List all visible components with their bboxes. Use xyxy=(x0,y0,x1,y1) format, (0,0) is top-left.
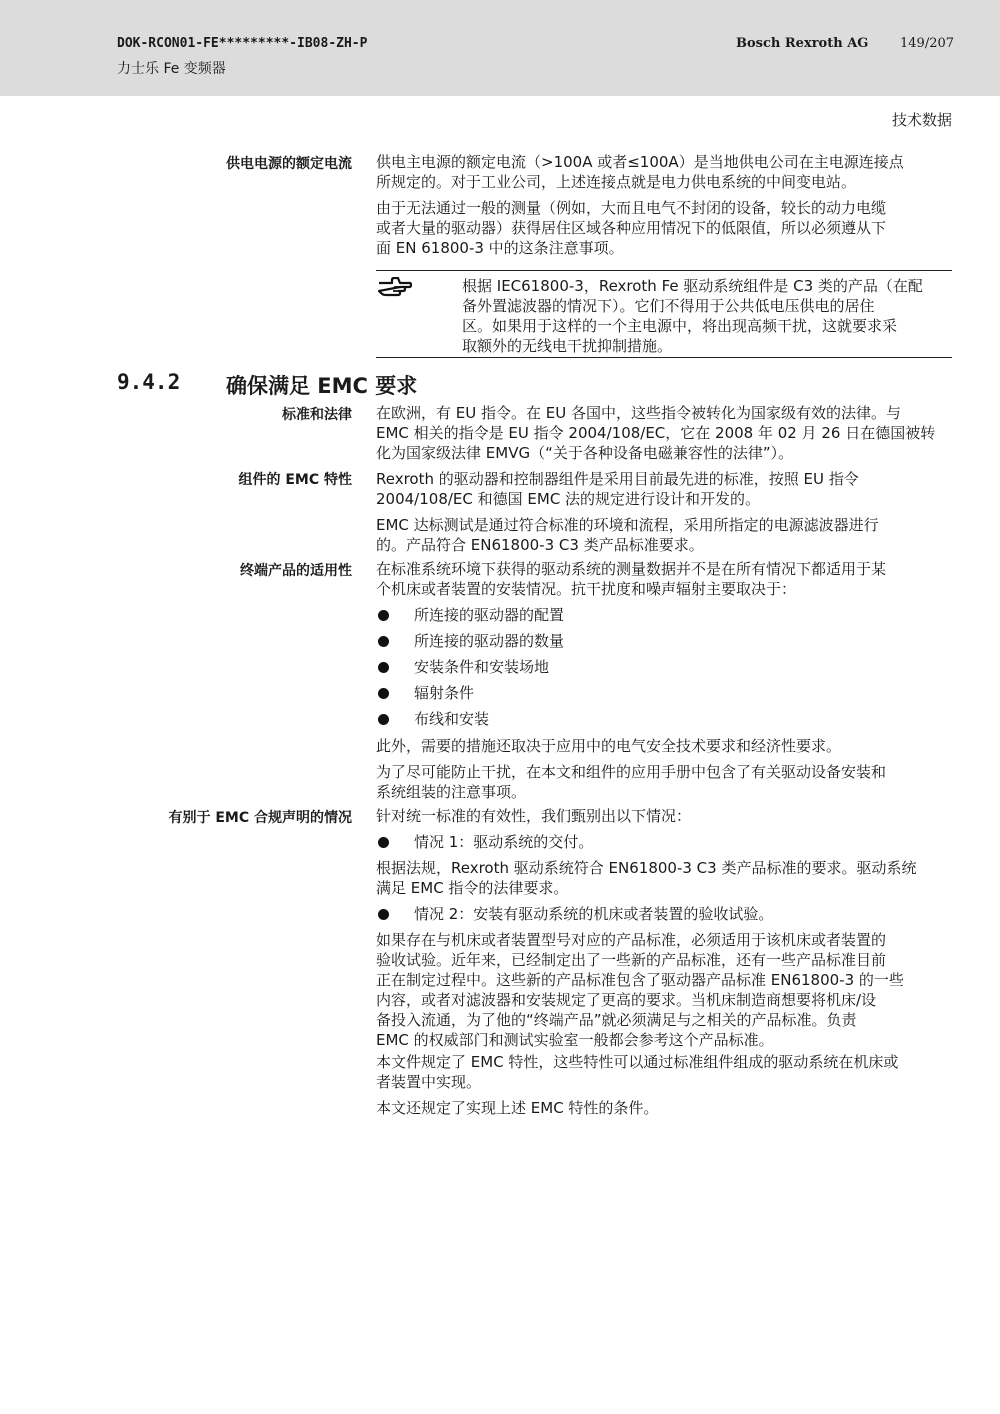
document-code: DOK-RCON01-FE*********-IB08-ZH-P xyxy=(117,36,368,51)
text-line: 备投入流通，为了他的“终端产品”就必须满足与之相关的产品标准。负责 xyxy=(376,1011,857,1029)
paragraph-applicability xyxy=(376,559,952,599)
text-line: 个机床或者装置的安装情况。抗干扰度和噪声辐射主要取决于： xyxy=(376,580,797,598)
text-line: 内容，或者对滤波器和安装规定了更高的要求。当机床制造商想要将机床/设 xyxy=(376,991,877,1009)
section-number: 9.4.2 xyxy=(117,370,181,394)
list-item-text: 辐射条件 xyxy=(414,684,475,702)
text-line: 根据法规，Rexroth 驱动系统符合 EN61800-3 C3 类产品标准的要求。驱动系统 xyxy=(376,859,917,877)
note-bottom-rule xyxy=(376,357,952,358)
paragraph-distinction-intro xyxy=(376,806,952,826)
sidehead-applicability: 终端产品的适用性 xyxy=(240,563,352,579)
text-line: EMC 相关的指令是 EU 指令 2004/108/EC，它在 2008 年 02 月 26 日在德国被转 xyxy=(376,424,936,442)
paragraph-installation-notes xyxy=(376,762,952,802)
list-item xyxy=(376,657,952,677)
text-line: 取额外的无线电干扰抑制措施。 xyxy=(462,337,673,355)
pointing-hand-icon xyxy=(378,277,412,297)
chapter-label: 技术数据 xyxy=(891,111,952,129)
paragraph-component-design xyxy=(376,469,952,509)
list-item-case-2 xyxy=(376,904,952,924)
text-line: 在欧洲，有 EU 指令。在 EU 各国中，这些指令被转化为国家级有效的法律。与 xyxy=(376,404,901,422)
text-line: 区。如果用于这样的一个主电源中，将出现高频干扰，这就要求采 xyxy=(462,317,898,335)
bullet-icon xyxy=(378,610,389,621)
text-line: 满足 EMC 指令的法律要求。 xyxy=(376,879,569,897)
text-line: 化为国家级法律 EMVG（“关于各种设备电磁兼容性的法律”）。 xyxy=(376,444,794,462)
paragraph-case-2 xyxy=(376,930,952,1050)
page-number: 149/207 xyxy=(900,36,955,51)
list-item-text: 所连接的驱动器的数量 xyxy=(414,632,565,650)
list-item xyxy=(376,709,952,729)
bullet-icon xyxy=(378,688,389,699)
text-line: 正在制定过程中。这些新的产品标准包含了驱动器产品标准 EN61800-3 的一些 xyxy=(376,971,904,989)
bullet-icon xyxy=(378,662,389,673)
list-item-case-1 xyxy=(376,832,952,852)
list-item-text: 安装条件和安装场地 xyxy=(414,658,550,676)
text-line: 针对统一标准的有效性，我们甄别出以下情况： xyxy=(376,807,692,825)
company-name: Bosch Rexroth AG xyxy=(736,36,869,51)
note-text xyxy=(462,276,952,356)
text-line: 者装置中实现。 xyxy=(376,1073,482,1091)
list-item-text: 布线和安装 xyxy=(414,710,490,728)
section-title: 确保满足 EMC 要求 xyxy=(226,374,418,398)
page-header xyxy=(0,0,1000,96)
text-line: 为了尽可能防止干扰，在本文和组件的应用手册中包含了有关驱动设备安装和 xyxy=(376,763,887,781)
paragraph-case-1 xyxy=(376,858,952,898)
text-line: 此外，需要的措施还取决于应用中的电气安全技术要求和经济性要求。 xyxy=(376,737,842,755)
text-line: 如果存在与机床或者装置型号对应的产品标准，必须适用于该机床或者装置的 xyxy=(376,931,887,949)
text-line: 供电主电源的额定电流（>100A 或者≤100A）是当地供电公司在主电源连接点 xyxy=(376,153,904,171)
product-name: 力士乐 Fe 变频器 xyxy=(117,61,226,77)
sidehead-component-emc: 组件的 EMC 特性 xyxy=(238,472,352,488)
list-item-text: 所连接的驱动器的配置 xyxy=(414,606,565,624)
bullet-icon xyxy=(378,714,389,725)
paragraph-limit-values xyxy=(376,198,952,258)
list-item xyxy=(376,683,952,703)
text-line: 本文件规定了 EMC 特性，这些特性可以通过标准组件组成的驱动系统在机床或 xyxy=(376,1053,899,1071)
bullet-icon xyxy=(378,909,389,920)
paragraph-conditions xyxy=(376,1098,952,1118)
note-top-rule xyxy=(376,270,952,271)
text-line: 2004/108/EC 和德国 EMC 法的规定进行设计和开发的。 xyxy=(376,490,761,508)
text-line: 面 EN 61800-3 中的这条注意事项。 xyxy=(376,239,624,257)
paragraph-emc-characteristics xyxy=(376,1052,952,1092)
bullet-icon xyxy=(378,837,389,848)
text-line: 在标准系统环境下获得的驱动系统的测量数据并不是在所有情况下都适用于某 xyxy=(376,560,887,578)
paragraph-safety-economy xyxy=(376,736,952,756)
text-line: 本文还规定了实现上述 EMC 特性的条件。 xyxy=(376,1099,659,1117)
text-line: 的。产品符合 EN61800-3 C3 类产品标准要求。 xyxy=(376,536,704,554)
sidehead-standards: 标准和法律 xyxy=(282,407,352,423)
text-line: 系统组装的注意事项。 xyxy=(376,783,527,801)
text-line: 备外置滤波器的情况下）。它们不得用于公共低电压供电的居住 xyxy=(462,297,875,315)
text-line: EMC 达标测试是通过符合标准的环境和流程，采用所指定的电源滤波器进行 xyxy=(376,516,879,534)
list-item-text: 情况 1：驱动系统的交付。 xyxy=(414,833,594,851)
bullet-icon xyxy=(378,636,389,647)
text-line: 或者大量的驱动器）获得居住区域各种应用情况下的低限值，所以必须遵从下 xyxy=(376,219,887,237)
text-line: 根据 IEC61800-3，Rexroth Fe 驱动系统组件是 C3 类的产品（在配 xyxy=(462,277,923,295)
paragraph-emc-test xyxy=(376,515,952,555)
text-line: 验收试验。近年来，已经制定出了一些新的产品标准，还有一些产品标准目前 xyxy=(376,951,887,969)
sidehead-rated-current: 供电电源的额定电流 xyxy=(226,156,352,172)
list-item xyxy=(376,605,952,625)
paragraph-standards xyxy=(376,403,952,463)
list-item-text: 情况 2：安装有驱动系统的机床或者装置的验收试验。 xyxy=(414,905,774,923)
sidehead-distinction: 有别于 EMC 合规声明的情况 xyxy=(168,810,352,826)
list-item xyxy=(376,631,952,651)
text-line: Rexroth 的驱动器和控制器组件是采用目前最先进的标准，按照 EU 指令 xyxy=(376,470,859,488)
text-line: EMC 的权威部门和测试实验室一般都会参考这个产品标准。 xyxy=(376,1031,774,1049)
paragraph-rated-current xyxy=(376,152,952,192)
text-line: 由于无法通过一般的测量（例如，大而且电气不封闭的设备，较长的动力电缆 xyxy=(376,199,887,217)
text-line: 所规定的。对于工业公司，上述连接点就是电力供电系统的中间变电站。 xyxy=(376,173,857,191)
